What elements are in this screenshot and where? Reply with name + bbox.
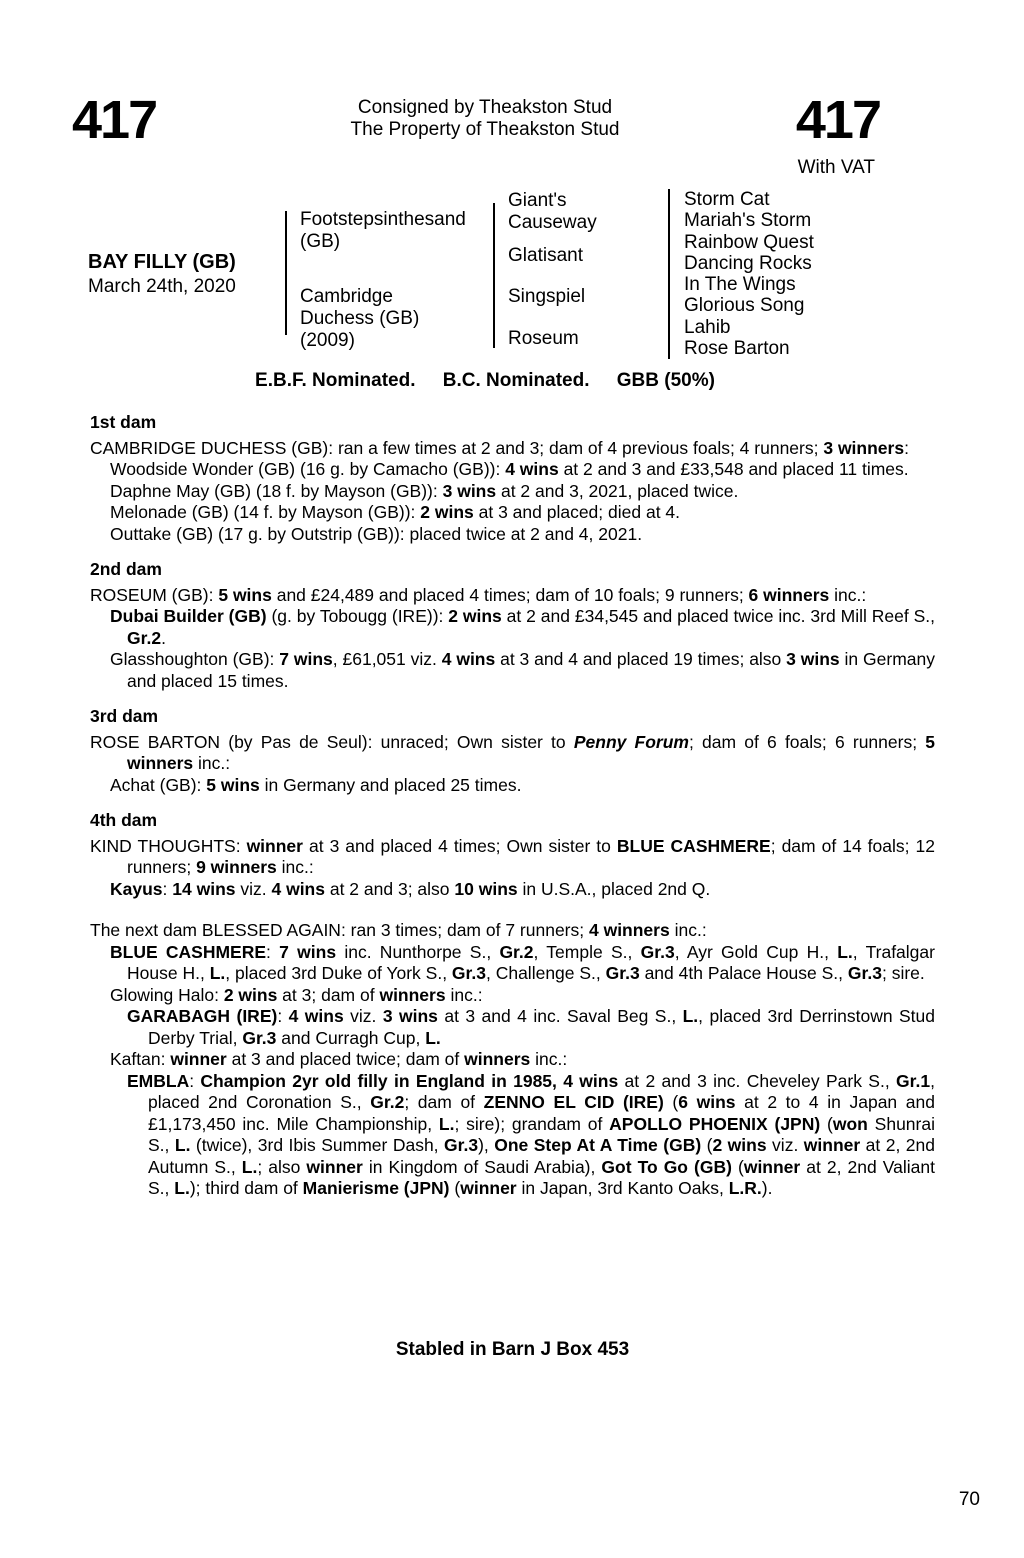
pedigree-section — [90, 559, 935, 692]
text-run: winner — [170, 1049, 227, 1069]
consignor-line: Consigned by Theakston Stud — [357, 97, 613, 118]
pedigree-section — [90, 810, 935, 900]
text-run: Shunrai S., — [148, 1113, 935, 1155]
gen3-entry: Glorious Song — [684, 295, 805, 317]
text-run: inc. Nunthorpe S., — [336, 941, 500, 962]
text-run: GARABAGH (IRE) — [127, 1006, 278, 1026]
gen3-entry: Storm Cat — [684, 189, 770, 210]
text-run: inc.: — [829, 584, 867, 605]
pedigree-paragraph — [90, 775, 935, 797]
pedigree-paragraph — [90, 879, 935, 901]
text-run: at 3 and placed 4 times; Own sister to — [302, 835, 617, 856]
pedigree-paragraph — [90, 459, 935, 481]
text-run: in U.S.A., placed 2nd Q. — [517, 878, 711, 899]
text-run: ( — [701, 1135, 713, 1155]
stabling-note: Stabled in Barn J Box 453 — [395, 1339, 630, 1360]
text-run: at 2 and 3; also — [324, 878, 455, 899]
pedigree-paragraph — [90, 585, 935, 607]
text-run: inc.: — [276, 857, 314, 877]
dam-line: Cambridge — [300, 286, 393, 307]
text-run: 3 winners — [823, 437, 905, 458]
pedigree-paragraph — [90, 942, 935, 985]
text-run: L. — [241, 1156, 258, 1177]
text-run: , placed 2nd Coronation S., — [148, 1070, 935, 1112]
text-run: L. — [174, 1178, 190, 1198]
text-run: . — [161, 627, 166, 648]
pedigree-sections — [90, 412, 935, 1200]
text-run: winners — [464, 1049, 531, 1069]
text-run: Gr.2 — [370, 1092, 405, 1112]
nomination-item: B.C. Nominated. — [442, 370, 590, 391]
nominations-line — [90, 370, 880, 392]
text-run: winner — [460, 1178, 517, 1198]
section-heading: 2nd dam — [90, 559, 162, 579]
text-run: at 3 and placed twice; dam of — [226, 1049, 465, 1069]
text-run: : — [266, 941, 280, 962]
text-run: winners — [379, 984, 446, 1005]
text-run: , placed 3rd Derrinstown Stud Derby Trial, — [148, 1006, 935, 1048]
pedigree-paragraph — [90, 438, 935, 460]
pedigree-paragraph — [90, 1071, 935, 1200]
text-run: Gr.2 — [499, 941, 534, 962]
text-run: ZENNO EL CID (IRE) — [483, 1092, 664, 1112]
text-run: at 3 and 4 and placed 19 times; also — [495, 649, 787, 669]
text-run: 10 wins — [454, 878, 518, 899]
pedigree-paragraph — [90, 920, 935, 942]
text-run: winner — [743, 1156, 801, 1177]
sire-line: (GB) — [300, 231, 341, 252]
text-run: 5 wins — [218, 584, 272, 605]
text-run: at 2, 2nd Valiant S., — [148, 1156, 935, 1198]
text-run: 7 wins — [279, 941, 337, 962]
text-run: in Kingdom of Saudi Arabia), — [362, 1156, 602, 1177]
lot-number-left: 417 — [72, 90, 157, 150]
pedigree-paragraph — [90, 606, 935, 649]
text-run: ; dam of 14 foals; 12 runners; — [127, 835, 935, 877]
pedigree-divider — [668, 189, 670, 359]
text-run: winner — [306, 1156, 363, 1177]
text-run: at 2 and 3, 2021, placed twice. — [496, 480, 739, 501]
text-run: in Japan, 3rd Kanto Oaks, — [516, 1178, 729, 1198]
text-run: viz. — [766, 1135, 804, 1155]
pedigree-paragraph — [90, 1006, 935, 1049]
text-run: 3 wins — [382, 1006, 438, 1026]
text-run: ROSEUM (GB): — [90, 584, 219, 605]
page-number: 70 — [958, 1489, 980, 1510]
text-run: 2 wins — [712, 1135, 767, 1155]
text-run: ; dam of 6 foals; 6 runners; — [688, 731, 926, 752]
text-run: at 2 and 3 and £33,548 and placed 11 times. — [558, 459, 909, 479]
text-run: at 2 and £34,545 and placed twice inc. 3rd Mill Reef S., — [501, 606, 935, 626]
dam-name — [300, 286, 419, 352]
text-run: Gr.3 — [242, 1027, 277, 1048]
text-run: Dubai Builder (GB) — [110, 606, 267, 626]
section-heading: 4th dam — [90, 810, 158, 830]
gen2-entry-dam-dam: Roseum — [508, 328, 579, 349]
text-run: inc.: — [669, 920, 707, 940]
text-run: L. — [209, 963, 226, 983]
text-run: winner — [803, 1135, 861, 1155]
text-run: 7 wins — [279, 649, 333, 669]
text-run: Achat (GB): — [110, 774, 207, 795]
text-run: BLUE CASHMERE — [616, 835, 771, 856]
pedigree-paragraph — [90, 732, 935, 775]
gen2-line: Giant's — [508, 190, 567, 211]
text-run: Gr.1 — [896, 1070, 931, 1091]
text-run: Champion 2yr old filly in England in 1985, 4 wins — [200, 1070, 619, 1091]
text-run: Daphne May (GB) (18 f. by Mayson (GB)): — [110, 480, 443, 501]
foal-date: March 24th, 2020 — [88, 276, 236, 297]
text-run: at 2 and 3 inc. Cheveley Park S., — [618, 1070, 897, 1091]
text-run: : — [904, 437, 909, 458]
text-run: inc.: — [530, 1049, 568, 1069]
text-run: L. — [438, 1113, 455, 1134]
text-run: (g. by Tobougg (IRE)): — [266, 606, 449, 626]
horse-name: BAY FILLY (GB) — [88, 251, 236, 273]
text-run: viz. — [235, 878, 272, 899]
text-run: 4 wins — [271, 878, 325, 899]
text-run: at 2, 2nd Autumn S., — [148, 1135, 935, 1177]
text-run: Penny Forum — [573, 731, 689, 752]
gen3-entry: Rainbow Quest — [684, 231, 814, 253]
text-run: EMBLA — [127, 1070, 190, 1091]
vat-note: With VAT — [797, 157, 875, 178]
text-run: L. — [837, 941, 853, 962]
text-run: ( — [731, 1156, 744, 1177]
text-run: Gr.3 — [640, 941, 675, 962]
pedigree-section — [90, 920, 935, 1200]
text-run: L. — [174, 1135, 191, 1155]
text-run: in Germany and placed 15 times. — [127, 649, 935, 691]
text-run: Got To Go (GB) — [601, 1156, 732, 1177]
text-run: : — [162, 878, 173, 899]
text-run: Kayus — [110, 878, 163, 899]
gen2-entry-sire-sire — [508, 190, 597, 234]
text-run: 6 wins — [678, 1092, 736, 1112]
text-run: L. — [682, 1006, 699, 1026]
pedigree-section — [90, 412, 935, 545]
text-run: Woodside Wonder (GB) (16 g. by Camacho (GB)): — [110, 459, 506, 479]
nomination-item: GBB (50%) — [616, 370, 715, 391]
text-run: won — [832, 1113, 868, 1134]
text-run: 2 wins — [223, 984, 278, 1005]
pedigree-paragraph — [90, 481, 935, 503]
text-run: , placed 3rd Duke of York S., — [225, 963, 452, 983]
pedigree-divider — [493, 203, 495, 348]
gen2-entry-dam-sire: Singspiel — [508, 286, 586, 307]
text-run: Glowing Halo: — [110, 984, 224, 1005]
text-run: The next dam BLESSED AGAIN: ran 3 times; dam of 7 runners; — [90, 920, 589, 940]
sire-name — [300, 209, 466, 253]
text-run: Gr.3 — [605, 963, 640, 983]
text-run: , Temple S., — [533, 941, 641, 962]
text-run: at 3 and placed; died at 4. — [473, 502, 681, 522]
property-line: The Property of Theakston Stud — [350, 118, 620, 140]
section-heading: 1st dam — [90, 412, 157, 432]
text-run: Manierisme (JPN) — [302, 1178, 450, 1198]
text-run: ( — [663, 1092, 679, 1112]
text-run: Melonade (GB) (14 f. by Mayson (GB)): — [110, 502, 421, 522]
text-run: (twice), 3rd Ibis Summer Dash, — [190, 1135, 445, 1155]
text-run: ); third dam of — [189, 1178, 303, 1198]
consignor-block — [90, 90, 880, 150]
text-run: 2 wins — [448, 606, 502, 626]
text-run: , £61,051 viz. — [332, 649, 442, 669]
pedigree-paragraph — [90, 649, 935, 692]
gen3-column — [684, 189, 814, 359]
dam-line: Duchess (GB) — [300, 308, 420, 329]
text-run: ROSE BARTON (by Pas de Seul): unraced; Own sister to — [90, 731, 574, 752]
text-run: Gr.3 — [847, 963, 882, 983]
text-run: : — [189, 1070, 201, 1091]
text-run: 3 wins — [442, 480, 497, 501]
text-run: 14 wins — [172, 878, 236, 899]
text-run: 9 winners — [196, 857, 277, 877]
text-run: 5 winners — [127, 731, 935, 773]
text-run: CAMBRIDGE DUCHESS (GB): ran a few times at 2 and 3; dam of 4 previous foals; 4 runners; — [90, 437, 824, 458]
text-run: , Ayr Gold Cup H., — [674, 941, 838, 962]
text-run: Gr.3 — [444, 1135, 479, 1155]
gen2-entry-sire-dam: Glatisant — [508, 245, 583, 266]
pedigree-paragraph — [90, 836, 935, 879]
text-run: ; sire); grandam of — [454, 1113, 610, 1134]
text-run: Gr.2 — [127, 627, 162, 648]
text-run: Glasshoughton (GB): — [110, 649, 280, 669]
gen3-entry: In The Wings — [684, 274, 796, 296]
text-run: L.R. — [728, 1178, 762, 1198]
text-run: ), — [478, 1135, 495, 1155]
text-run: at 3; dam of — [277, 984, 380, 1005]
text-run: inc.: — [445, 984, 483, 1005]
pedigree-section — [90, 706, 935, 796]
text-run: 4 wins — [441, 649, 496, 669]
text-run: KIND THOUGHTS: — [90, 835, 247, 856]
text-run: at 3 and 4 inc. Saval Beg S., — [437, 1006, 683, 1026]
text-run: , Challenge S., — [485, 963, 606, 983]
text-run: ( — [449, 1178, 461, 1198]
section-heading: 3rd dam — [90, 706, 159, 726]
lot-number-right: 417 — [795, 90, 880, 150]
pedigree-paragraph — [90, 524, 935, 546]
text-run: Kaftan: — [110, 1049, 171, 1069]
text-run: One Step At A Time (GB) — [494, 1135, 702, 1155]
gen3-entry: Mariah's Storm — [684, 210, 812, 232]
text-run: 5 wins — [206, 774, 260, 795]
text-run: BLUE CASHMERE — [110, 941, 267, 962]
text-run: Outtake (GB) (17 g. by Outstrip (GB)): placed twice at 2 and 4, 2021. — [110, 523, 643, 544]
text-run: in Germany and placed 25 times. — [259, 774, 522, 795]
text-run: at 2 to 4 in Japan and £1,173,450 inc. Mile Championship, — [148, 1092, 935, 1134]
text-run: 4 wins — [505, 459, 559, 479]
text-run: inc.: — [193, 753, 231, 773]
gen3-entry: Rose Barton — [684, 338, 790, 360]
text-run: 4 wins — [288, 1006, 344, 1026]
text-run: viz. — [343, 1006, 383, 1026]
text-run: Gr.3 — [451, 963, 486, 983]
text-run: and Curragh Cup, — [276, 1027, 426, 1048]
text-run: L. — [425, 1027, 441, 1048]
text-run: ; sire. — [881, 963, 925, 983]
text-run: 3 wins — [786, 649, 840, 669]
text-run: ( — [820, 1113, 833, 1134]
text-run: ; also — [257, 1156, 307, 1177]
pedigree-paragraph — [90, 985, 935, 1007]
text-run: 4 winners — [588, 920, 670, 940]
pedigree-paragraph — [90, 502, 935, 524]
text-run: and £24,489 and placed 4 times; dam of 10 foals; 9 runners; — [271, 584, 749, 605]
gen2-line: Causeway — [508, 212, 597, 233]
nomination-item: E.B.F. Nominated. — [255, 370, 416, 391]
pedigree-divider — [285, 211, 287, 335]
text-run: : — [277, 1006, 289, 1026]
text-run: ; dam of — [404, 1092, 484, 1112]
gen3-entry: Dancing Rocks — [684, 252, 812, 274]
gen3-entry: Lahib — [684, 316, 731, 338]
text-run: , Trafalgar House H., — [127, 941, 935, 983]
pedigree-paragraph — [90, 1049, 935, 1071]
dam-line: (2009) — [300, 330, 355, 351]
text-run: 2 wins — [420, 502, 474, 522]
sire-line: Footstepsinthesand — [300, 209, 466, 230]
text-run: 6 winners — [748, 584, 830, 605]
text-run: winner — [246, 835, 303, 856]
text-run: and 4th Palace House S., — [639, 963, 848, 983]
text-run: APOLLO PHOENIX (JPN) — [609, 1113, 821, 1134]
text-run: ). — [761, 1178, 773, 1198]
